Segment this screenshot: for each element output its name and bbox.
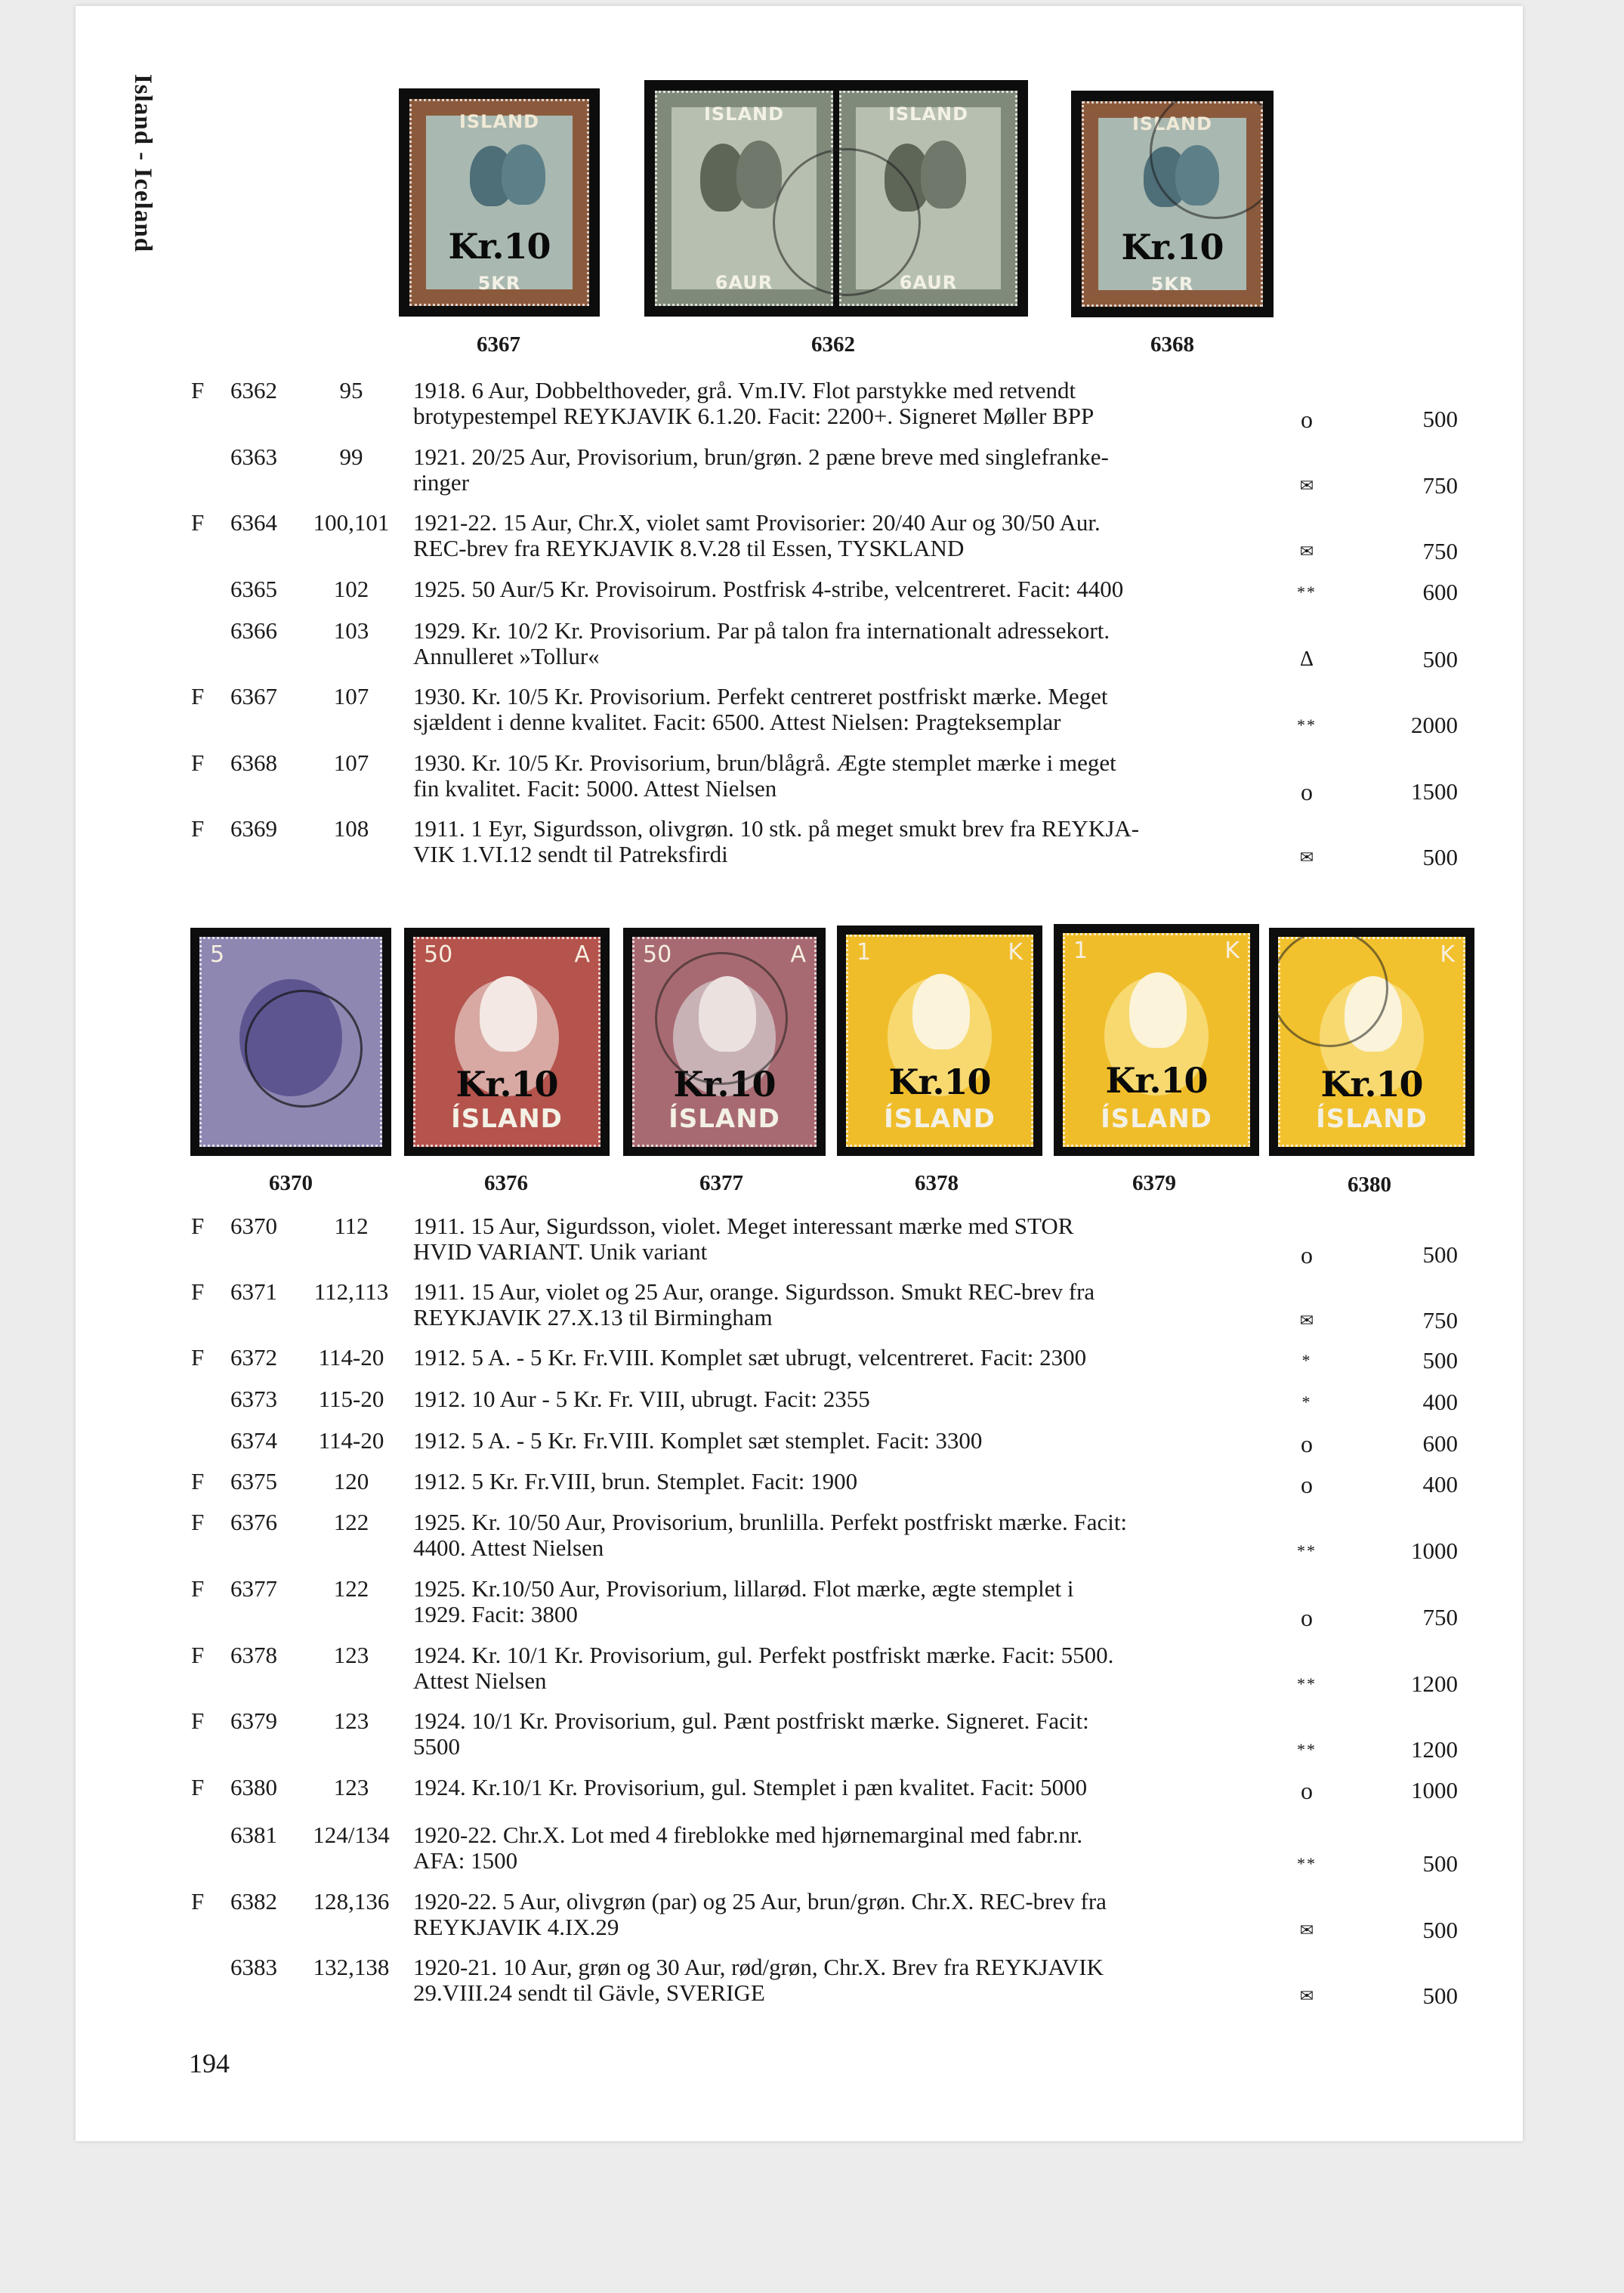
lot-description: [413, 1889, 1282, 1940]
stamp-overprint: Kr.10: [448, 226, 551, 267]
lot-description-line: 1918. 6 Aur, Dobbelthoveder, grå. Vm.IV. Flot parstykke med retvendt: [413, 377, 1076, 403]
lot-afa-number: 115-20: [318, 1386, 384, 1412]
lot-feature-flag: F: [191, 1509, 205, 1535]
stamp-corner-letter: K: [1224, 938, 1240, 964]
stamp-6377-body: [632, 937, 817, 1147]
lot-description-line: 1925. Kr.10/50 Aur, Provisorium, lillarød. Flot mærke, ægte stemplet i: [413, 1575, 1074, 1602]
stamp-overprint: Kr.10: [455, 1064, 558, 1105]
lot-description: [413, 444, 1282, 496]
lot-number: 6369: [230, 815, 277, 842]
stamp-image-6376: [404, 928, 610, 1156]
lot-feature-flag: F: [191, 1213, 205, 1239]
stamp-6378-body: [846, 935, 1033, 1147]
lot-feature-flag: F: [191, 1575, 205, 1602]
stamp-value-label: 5KR: [477, 272, 521, 294]
lot-feature-flag: F: [191, 683, 205, 709]
lot-description: [413, 1279, 1282, 1330]
stamp-corner-letter: A: [574, 941, 590, 968]
lot-description-line: brotypestempel REYKJAVIK 6.1.20. Facit: 2200+. Signeret Møller BPP: [413, 403, 1095, 429]
lot-afa-number: 107: [333, 683, 369, 709]
lot-feature-flag: F: [191, 377, 205, 403]
lot-description: [413, 618, 1282, 669]
lot-description-line: 1925. Kr. 10/50 Aur, Provisorium, brunlilla. Perfekt postfriskt mærke. Facit:: [413, 1509, 1128, 1535]
lot-price: 1200: [1411, 1670, 1458, 1697]
stamp-country-label: ISLAND: [703, 104, 785, 125]
lot-afa-number: 128,136: [313, 1888, 390, 1914]
lot-condition-symbol: ✉: [1299, 1986, 1314, 2005]
stamp-caption-6378: 6378: [915, 1171, 959, 1195]
lot-number: 6364: [230, 509, 277, 536]
lot-number: 6379: [230, 1707, 277, 1734]
stamp-caption-6367: 6367: [477, 332, 520, 357]
lot-number: 6382: [230, 1888, 277, 1914]
stamp-image-6368: [1071, 91, 1274, 317]
lot-afa-number: 132,138: [313, 1954, 390, 1980]
lot-price: 1200: [1411, 1736, 1458, 1763]
lot-description: [413, 1642, 1282, 1694]
lot-condition-symbol: o: [1301, 1471, 1313, 1498]
lot-afa-number: 108: [333, 815, 369, 842]
lot-afa-number: 103: [333, 617, 369, 644]
lot-condition-symbol: *: [1301, 1351, 1312, 1370]
stamp-6368-body: [1082, 101, 1263, 307]
lot-afa-number: 123: [333, 1642, 369, 1668]
stamp-country-label: ÍSLAND: [668, 1104, 780, 1135]
lot-number: 6366: [230, 617, 277, 644]
stamp-6367-body: [409, 99, 589, 306]
stamp-caption-6368: 6368: [1150, 332, 1194, 357]
lot-feature-flag: F: [191, 1707, 205, 1734]
lot-condition-symbol: ✉: [1299, 542, 1314, 561]
portrait-icon: [1129, 972, 1187, 1048]
postmark-cancel: [773, 148, 921, 296]
lot-price: 500: [1422, 1917, 1458, 1943]
lot-description-line: 1929. Facit: 3800: [413, 1601, 578, 1627]
stamp-caption-6376: 6376: [484, 1171, 528, 1195]
lot-description-line: 1924. Kr. 10/1 Kr. Provisorium, gul. Perfekt postfriskt mærke. Facit: 5500.: [413, 1642, 1114, 1668]
stamp-corner-value: 50: [643, 941, 672, 968]
lot-description-line: 1920-21. 10 Aur, grøn og 30 Aur, rød/grøn, Chr.X. Brev fra REYKJAVIK: [413, 1954, 1104, 1980]
postmark-cancel: [655, 952, 788, 1085]
stamp-image-6380: [1269, 928, 1474, 1156]
stamp-corner-value: 1: [857, 939, 872, 966]
lot-feature-flag: F: [191, 815, 205, 842]
lot-description-line: 1925. 50 Aur/5 Kr. Provisoirum. Postfrisk 4-stribe, velcentreret. Facit: 4400: [413, 576, 1124, 602]
lot-description-line: 1924. 10/1 Kr. Provisorium, gul. Pænt postfriskt mærke. Signeret. Facit:: [413, 1707, 1089, 1734]
stamp-6376-body: [413, 937, 601, 1147]
stamp-corner-letter: K: [1440, 941, 1455, 968]
lot-price: 1500: [1411, 778, 1458, 805]
lot-number: 6375: [230, 1468, 277, 1494]
stamp-overprint: Kr.10: [1105, 1060, 1208, 1101]
stamp-corner-letter: A: [790, 941, 806, 968]
stamp-country-label: ISLAND: [888, 104, 969, 125]
lot-afa-number: 122: [333, 1575, 369, 1602]
lot-price: 500: [1422, 844, 1458, 870]
lot-feature-flag: F: [191, 1278, 205, 1305]
lot-description: [413, 1345, 1282, 1371]
lot-afa-number: 124/134: [313, 1822, 390, 1848]
lot-condition-symbol: ✉: [1299, 1921, 1314, 1939]
side-title: Island - Iceland: [129, 74, 156, 253]
lot-condition-symbol: **: [1297, 583, 1317, 601]
lot-description-line: 1930. Kr. 10/5 Kr. Provisorium, brun/blågrå. Ægte stemplet mærke i meget: [413, 749, 1116, 776]
lot-description-line: 1912. 10 Aur - 5 Kr. Fr. VIII, ubrugt. Facit: 2355: [413, 1386, 870, 1412]
lot-condition-symbol: *: [1301, 1392, 1312, 1411]
lot-number: 6373: [230, 1386, 277, 1412]
stamp-overprint: Kr.10: [1320, 1064, 1423, 1105]
lot-price: 750: [1422, 1604, 1458, 1630]
stamp-6379-body: [1063, 933, 1250, 1147]
lot-description-line: sjældent i denne kvalitet. Facit: 6500. Attest Nielsen: Pragteksemplar: [413, 709, 1061, 735]
lot-description-line: AFA: 1500: [413, 1847, 518, 1874]
lot-description-line: 1912. 5 Kr. Fr.VIII, brun. Stemplet. Facit: 1900: [413, 1468, 858, 1494]
lot-price: 750: [1422, 472, 1458, 499]
lot-condition-symbol: **: [1297, 1740, 1317, 1759]
lot-afa-number: 100,101: [313, 509, 390, 536]
lot-price: 500: [1422, 406, 1458, 432]
lot-afa-number: 120: [333, 1468, 369, 1494]
stamp-image-6367: [399, 88, 600, 317]
lot-description: [413, 1955, 1282, 2006]
portrait-icon: [912, 974, 970, 1049]
lot-price: 500: [1422, 646, 1458, 672]
portrait-icon: [502, 144, 545, 205]
stamp-overprint: Kr.10: [673, 1064, 776, 1105]
lot-description: [413, 1386, 1282, 1412]
lot-description-line: REC-brev fra REYKJAVIK 8.V.28 til Essen, TYSKLAND: [413, 535, 965, 561]
stamp-caption-6370: 6370: [269, 1171, 313, 1195]
lot-description-line: fin kvalitet. Facit: 5000. Attest Nielsen: [413, 775, 777, 802]
lot-number: 6383: [230, 1954, 277, 1980]
stamp-6370-body: [199, 937, 382, 1147]
stamp-image-6377: [623, 928, 826, 1156]
stamp-country-label: ISLAND: [458, 111, 540, 133]
lot-number: 6362: [230, 377, 277, 403]
lot-number: 6380: [230, 1774, 277, 1800]
lot-description: [413, 1469, 1282, 1494]
lot-description-line: ringer: [413, 469, 470, 496]
lot-price: 500: [1422, 1982, 1458, 2009]
stamp-caption-6377: 6377: [699, 1171, 743, 1195]
lot-condition-symbol: **: [1297, 715, 1317, 734]
lot-description-line: 1921-22. 15 Aur, Chr.X, violet samt Provisorier: 20/40 Aur og 30/50 Aur.: [413, 509, 1101, 536]
lot-feature-flag: F: [191, 1642, 205, 1668]
lot-description-line: 1920-22. 5 Aur, olivgrøn (par) og 25 Aur, brun/grøn. Chr.X. REC-brev fra: [413, 1888, 1107, 1914]
lot-afa-number: 99: [339, 443, 363, 470]
lot-number: 6377: [230, 1575, 277, 1602]
lot-description-line: VIK 1.VI.12 sendt til Patreksfirdi: [413, 841, 728, 867]
lot-condition-symbol: o: [1301, 406, 1313, 433]
stamp-overprint: Kr.10: [888, 1062, 991, 1102]
lot-description: [413, 1822, 1282, 1874]
lot-description: [413, 576, 1282, 602]
lot-description-line: 1911. 15 Aur, Sigurdsson, violet. Meget interessant mærke med STOR: [413, 1213, 1074, 1239]
lot-description: [413, 378, 1282, 429]
lot-description: [413, 1775, 1282, 1800]
lot-description: [413, 1213, 1282, 1265]
lot-number: 6378: [230, 1642, 277, 1668]
lot-description-line: 1929. Kr. 10/2 Kr. Provisorium. Par på talon fra internationalt adressekort.: [413, 617, 1110, 644]
lot-description-line: REYKJAVIK 4.IX.29: [413, 1914, 619, 1940]
lot-afa-number: 95: [339, 377, 363, 403]
lot-description-line: 1930. Kr. 10/5 Kr. Provisorium. Perfekt centreret postfriskt mærke. Meget: [413, 683, 1108, 709]
portrait-icon: [921, 141, 966, 209]
stamp-country-label: ÍSLAND: [1316, 1104, 1428, 1135]
lot-description: [413, 510, 1282, 561]
lot-number: 6372: [230, 1344, 277, 1371]
lot-price: 1000: [1411, 1537, 1458, 1564]
lot-description-line: 1912. 5 A. - 5 Kr. Fr.VIII. Komplet sæt ubrugt, velcentreret. Facit: 2300: [413, 1344, 1087, 1371]
lot-price: 750: [1422, 538, 1458, 564]
lot-number: 6376: [230, 1509, 277, 1535]
lot-number: 6367: [230, 683, 277, 709]
lot-price: 750: [1422, 1307, 1458, 1333]
portrait-icon: [736, 141, 782, 209]
lot-description-line: 5500: [413, 1733, 460, 1760]
stamp-image-6362: [644, 80, 1028, 317]
stamp-corner-value: 1: [1073, 938, 1088, 964]
lot-description-line: HVID VARIANT. Unik variant: [413, 1238, 708, 1265]
lot-price: 500: [1422, 1347, 1458, 1374]
lot-feature-flag: F: [191, 509, 205, 536]
lot-description-line: 29.VIII.24 sendt til Gävle, SVERIGE: [413, 1979, 765, 2006]
stamp-country-label: ISLAND: [1132, 113, 1213, 135]
lot-number: 6370: [230, 1213, 277, 1239]
lot-description: [413, 1428, 1282, 1454]
lot-description: [413, 1708, 1282, 1760]
stamp-image-6379: [1054, 924, 1259, 1156]
lot-description-line: 4400. Attest Nielsen: [413, 1534, 604, 1561]
lot-afa-number: 112: [334, 1213, 369, 1239]
lot-feature-flag: F: [191, 749, 205, 776]
lot-description: [413, 1576, 1282, 1627]
lot-price: 2000: [1411, 712, 1458, 738]
lot-description: [413, 816, 1282, 867]
lot-price: 400: [1422, 1471, 1458, 1497]
lot-price: 600: [1422, 579, 1458, 605]
lot-description: [413, 684, 1282, 735]
lot-condition-symbol: o: [1301, 1777, 1313, 1804]
stamp-value-label: 6AUR: [899, 271, 958, 293]
lot-condition-symbol: **: [1297, 1541, 1317, 1560]
lot-number: 6374: [230, 1427, 277, 1454]
lot-condition-symbol: ✉: [1299, 476, 1314, 495]
lot-afa-number: 123: [333, 1707, 369, 1734]
lot-afa-number: 114-20: [318, 1344, 384, 1371]
stamp-corner-letter: K: [1008, 939, 1023, 966]
lot-price: 500: [1422, 1241, 1458, 1268]
lot-description-line: 1912. 5 A. - 5 Kr. Fr.VIII. Komplet sæt stemplet. Facit: 3300: [413, 1427, 983, 1454]
stamp-value-label: 6AUR: [715, 271, 773, 293]
stamp-caption-6380: 6380: [1348, 1173, 1391, 1197]
lot-afa-number: 114-20: [318, 1427, 384, 1454]
lot-afa-number: 107: [333, 749, 369, 776]
lot-description-line: Annulleret »Tollur«: [413, 643, 600, 669]
lot-condition-symbol: o: [1301, 778, 1313, 805]
lot-description: [413, 1510, 1282, 1561]
lot-description-line: 1920-22. Chr.X. Lot med 4 fireblokke med hjørnemarginal med fabr.nr.: [413, 1822, 1083, 1848]
stamp-country-label: ÍSLAND: [1101, 1104, 1212, 1135]
lot-afa-number: 102: [333, 576, 369, 602]
lot-condition-symbol: **: [1297, 1674, 1317, 1693]
page-number: 194: [189, 2048, 230, 2078]
stamp-6380-body: [1278, 937, 1465, 1147]
lot-number: 6368: [230, 749, 277, 776]
stamp-corner-value: 5: [210, 941, 225, 968]
stamp-country-label: ÍSLAND: [451, 1104, 563, 1135]
lot-number: 6365: [230, 576, 277, 602]
lot-description-line: REYKJAVIK 27.X.13 til Birmingham: [413, 1304, 773, 1330]
stamp-corner-value: 50: [424, 941, 453, 968]
stamp-caption-6362: 6362: [811, 332, 855, 357]
lot-description-line: 1921. 20/25 Aur, Provisorium, brun/grøn. 2 pæne breve med singlefranke-: [413, 443, 1109, 470]
lot-feature-flag: F: [191, 1468, 205, 1494]
lot-description-line: Attest Nielsen: [413, 1667, 547, 1694]
stamp-overprint: Kr.10: [1121, 227, 1224, 267]
portrait-icon: [480, 976, 537, 1052]
lot-feature-flag: F: [191, 1344, 205, 1371]
stamp-value-label: 5KR: [1150, 273, 1194, 295]
lot-description: [413, 750, 1282, 802]
stamp-image-6370: [190, 928, 391, 1156]
lot-condition-symbol: o: [1301, 1604, 1313, 1631]
lot-condition-symbol: ✉: [1299, 1311, 1314, 1330]
lot-afa-number: 123: [333, 1774, 369, 1800]
lot-price: 600: [1422, 1430, 1458, 1457]
lot-feature-flag: F: [191, 1888, 205, 1914]
lot-price: 1000: [1411, 1777, 1458, 1803]
lot-condition-symbol: Δ: [1299, 647, 1314, 671]
stamp-caption-6379: 6379: [1132, 1171, 1176, 1195]
lot-description-line: 1924. Kr.10/1 Kr. Provisorium, gul. Stemplet i pæn kvalitet. Facit: 5000: [413, 1774, 1088, 1800]
stamp-country-label: ÍSLAND: [884, 1104, 996, 1135]
lot-number: 6381: [230, 1822, 277, 1848]
lot-afa-number: 112,113: [313, 1278, 389, 1305]
lot-description-line: 1911. 15 Aur, violet og 25 Aur, orange. Sigurdsson. Smukt REC-brev fra: [413, 1278, 1095, 1305]
lot-price: 400: [1422, 1389, 1458, 1415]
lot-condition-symbol: o: [1301, 1241, 1313, 1269]
lot-condition-symbol: **: [1297, 1854, 1317, 1873]
lot-feature-flag: F: [191, 1774, 205, 1800]
lot-condition-symbol: ✉: [1299, 848, 1314, 867]
lot-number: 6363: [230, 443, 277, 470]
postmark-cancel: [245, 990, 363, 1108]
lot-afa-number: 122: [333, 1509, 369, 1535]
stamp-image-6378: [837, 926, 1042, 1156]
lot-condition-symbol: o: [1301, 1430, 1313, 1457]
lot-price: 500: [1422, 1850, 1458, 1877]
lot-number: 6371: [230, 1278, 277, 1305]
lot-description-line: 1911. 1 Eyr, Sigurdsson, olivgrøn. 10 stk. på meget smukt brev fra REYKJA-: [413, 815, 1140, 842]
